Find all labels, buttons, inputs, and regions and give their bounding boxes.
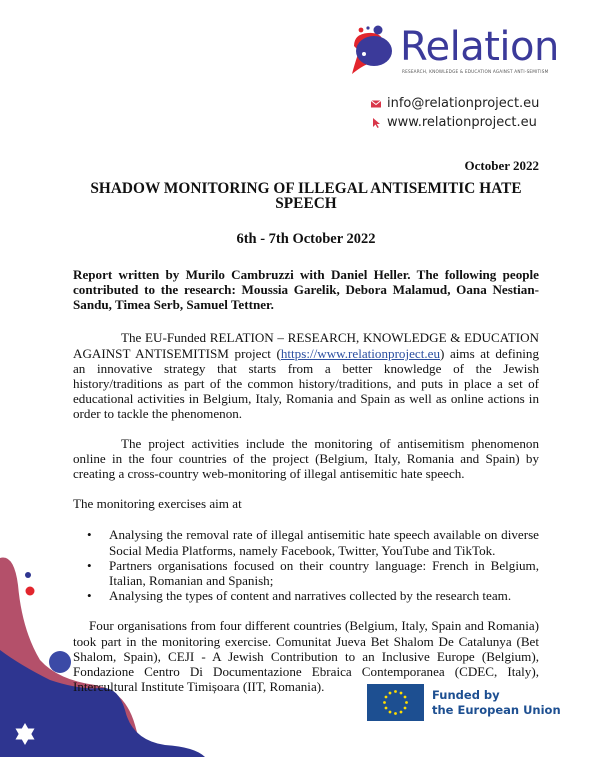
eu-star xyxy=(394,690,397,693)
email-text[interactable]: info@relationproject.eu xyxy=(387,96,540,111)
intro-text-start: The EU-Funded RELATION – RESEARCH, KNOWLEDGE & EDUCATION AGAINST ANTISEMITISM project ( xyxy=(73,330,539,361)
activities-paragraph: The project activities include the monitoring of antisemitism phenomenon online in the four countries of the project (Belgium, Italy, Romania and Spain) by creating a cross-country web-monitoring of illegal antisemitic hate speech. xyxy=(73,435,539,482)
aims-list xyxy=(73,527,539,603)
eu-star xyxy=(404,696,407,699)
eu-funding-badge xyxy=(367,684,561,721)
funding-line-1: Funded by xyxy=(432,687,500,702)
aims-list-item: • Analysing the removal rate of illegal antisemitic hate speech available on diverse Social Media Platforms, namely Facebook, Twitter, YouTube and TikTok. xyxy=(109,527,539,557)
funding-line-2: the European Union xyxy=(432,702,561,717)
eu-funding-text xyxy=(432,688,561,718)
eu-star xyxy=(389,692,392,695)
eu-star xyxy=(400,692,403,695)
contact-block xyxy=(371,94,539,132)
intro-paragraph xyxy=(73,330,539,421)
speech-bubble-logo-icon xyxy=(348,24,398,76)
contact-website[interactable] xyxy=(371,113,539,132)
eu-flag-icon xyxy=(367,684,424,721)
eu-star xyxy=(405,701,408,704)
website-text[interactable]: www.relationproject.eu xyxy=(387,115,537,130)
eu-star xyxy=(389,711,392,714)
aims-list-item: • Analysing the types of content and narratives collected by the research team. xyxy=(109,588,539,603)
mail-icon xyxy=(371,99,381,109)
authors-paragraph: Report written by Murilo Cambruzzi with Daniel Heller. The following people contributed to the research: Moussia Garelik, Debora Malamud, Oana Nestian-Sandu, Timea Serb, Samuel Tettner. xyxy=(73,266,539,313)
eu-star xyxy=(385,707,388,710)
eu-star xyxy=(385,696,388,699)
eu-star xyxy=(383,701,386,704)
aims-list-item: • Partners organisations focused on their country language: French in Belgium, Italian, Romanian and Spanish; xyxy=(109,558,539,588)
decorative-dot xyxy=(26,587,35,596)
event-dates: 6th - 7th October 2022 xyxy=(236,230,376,247)
decorative-dot xyxy=(49,651,71,673)
document-body xyxy=(73,158,539,694)
organisations-paragraph: Four organisations from four different countries (Belgium, Italy, Spain and Romania) took part in the monitoring exercise. Comunitat Jueva Bet Shalom De Catalunya (Bet Shalom, Spain), CEJI - A Jewish Contribution to an Inclusive Europe (Belgium), Fondazione Centro Di Documentazione Ebraica Contemporanea (CDEC, Italy), Intercultural Institute Timișoara (IIT, Romania). xyxy=(73,618,539,695)
eu-star xyxy=(394,712,397,715)
contact-email[interactable] xyxy=(371,94,539,113)
decorative-dot xyxy=(25,572,31,578)
intro-text-end: ) aims at defining an innovative strategy that starts from a better knowledge of the Jewish history/traditions as part of the common history/traditions, and puts in place a set of educational activities in Belgium, Italy, Romania and Spain as well as online actions in order to tackle the phenomenon. xyxy=(73,345,539,422)
document-date: October 2022 xyxy=(464,158,539,173)
aims-intro: The monitoring exercises aim at xyxy=(73,496,242,512)
eu-star xyxy=(404,707,407,710)
logo-wordmark: Relation xyxy=(400,24,559,70)
eu-star xyxy=(400,711,403,714)
document-title: SHADOW MONITORING OF ILLEGAL ANTISEMITIC HATE SPEECH xyxy=(90,180,522,213)
logo-tagline: RESEARCH, KNOWLEDGE & EDUCATION AGAINST ANTI-SEMITISM xyxy=(402,69,549,74)
project-link[interactable]: https://www.relationproject.eu xyxy=(280,345,441,361)
cursor-icon xyxy=(371,118,381,128)
relation-logo xyxy=(348,24,558,84)
